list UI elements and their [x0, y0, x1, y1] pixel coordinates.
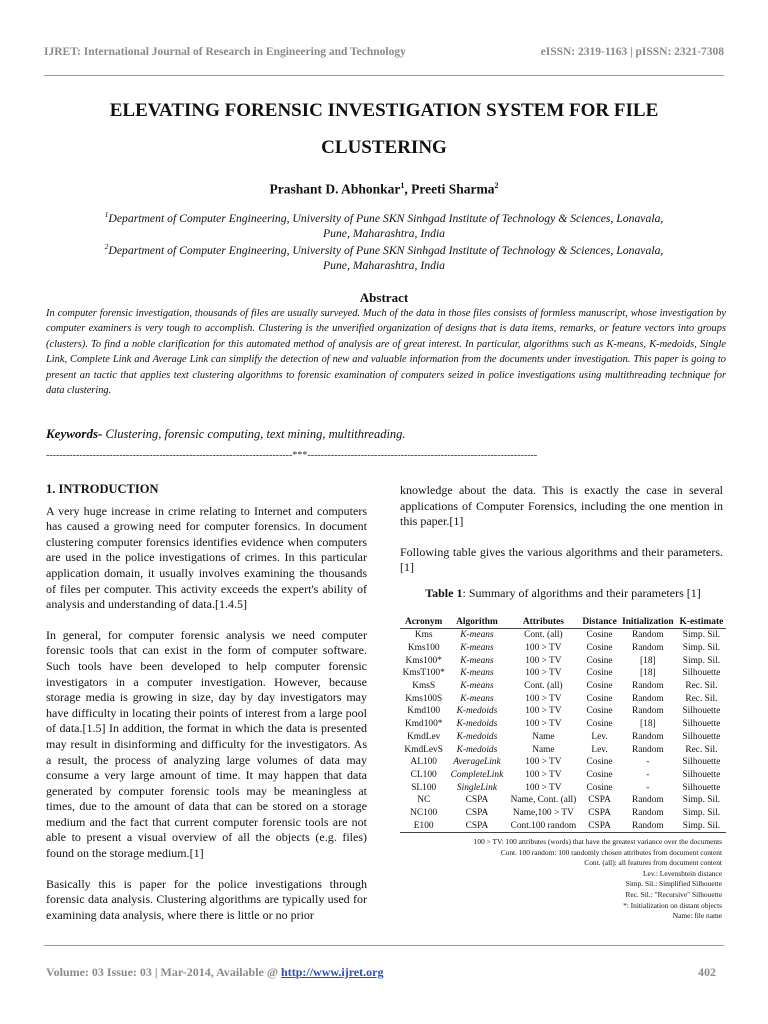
table-row — [400, 705, 726, 718]
table-cell: Name,100 > TV — [512, 807, 574, 818]
table-note: 100 > TV: 100 attributes (words) that have the greatest variance over the documents — [473, 837, 722, 846]
table-cell: Silhouette — [682, 769, 721, 780]
title-line-1: ELEVATING FORENSIC INVESTIGATION SYSTEM FOR FILE — [109, 100, 659, 121]
page-number: 402 — [698, 965, 716, 979]
table-note: Cont. 100 random: 100 randomly chosen attributes from document content — [500, 847, 722, 857]
table-cell: Silhouette — [682, 706, 721, 717]
affiliation-1 — [40, 207, 728, 241]
table-cell: Kms — [414, 630, 433, 641]
table-cell: K-medoids — [456, 719, 498, 730]
table-cell: 100 > TV — [525, 668, 562, 679]
table-cell: K-medoids — [456, 706, 498, 717]
table-cell: CSPA — [588, 807, 611, 818]
table-cell: Lev. — [591, 731, 608, 742]
table-cell: K-means — [460, 643, 494, 654]
table-cell: - — [646, 757, 650, 768]
table-cell: Name, Cont. (all) — [510, 795, 577, 806]
table-cell: Simp. Sil. — [677, 819, 726, 832]
table-caption-text: : Summary of algorithms and their parameters [1] — [462, 586, 701, 600]
author-1-sup: 1 — [400, 181, 405, 190]
table-cell: 100 > TV — [525, 706, 562, 717]
table-cell: K-means — [460, 655, 494, 666]
table-cell: Simp. Sil. — [682, 655, 721, 666]
table-cell: Random — [631, 807, 664, 818]
table-cell: CSPA — [465, 795, 489, 806]
author-2: Preeti Sharma — [411, 181, 495, 197]
table-cell: Simp. Sil. — [682, 795, 721, 806]
table-cell: - — [646, 769, 650, 780]
table-cell: [18] — [640, 668, 656, 679]
footer-link[interactable]: http://www.ijret.org — [281, 965, 384, 979]
author-separator: , — [404, 181, 412, 197]
table-cell: KmsS — [412, 681, 436, 692]
table-cell: Rec. Sil. — [685, 744, 718, 755]
table-cell: 100 > TV — [525, 655, 562, 666]
table-header-cell: Algorithm — [447, 616, 506, 629]
table-cell: Cosine — [586, 668, 613, 679]
table-cell: 100 > TV — [525, 719, 562, 730]
table-cell: Cosine — [586, 769, 613, 780]
table-row — [400, 781, 726, 794]
table-header-cell: Initialization — [619, 616, 677, 629]
intro-paragraph-1: A very huge increase in crime relating to Internet and computers has caused a growing need for computer forensics. In document clustering computer forensics identifies evidence when computers are used in the police investigations of crimes. In this particular application domain, it usually involves examining the thousands of files per computer. This activity exceeds the expert's ability of analysis and understanding of data.[1.4.5] — [46, 503, 367, 612]
table-cell: Random — [631, 643, 664, 654]
table-cell: Silhouette — [682, 668, 721, 679]
table-cell: 100 > TV — [525, 769, 562, 780]
header-rule — [44, 75, 724, 76]
table-cell: - — [646, 782, 650, 793]
table-cell: KmdLevS — [404, 744, 443, 755]
table-cell: CSPA — [580, 819, 619, 832]
right-paragraph-1: knowledge about the data. This is exactly the case in several applications of Computer Forensics, including the one mention in this paper.[1] — [400, 483, 723, 529]
table-note: Rec. Sil.: "Recursive" Silhouette — [625, 889, 722, 899]
table-cell: Random — [631, 681, 664, 692]
keywords-label: Keywords- — [46, 426, 103, 441]
table-cell: Silhouette — [682, 782, 721, 793]
table-cell: Rec. Sil. — [685, 681, 718, 692]
table-cell: SingleLink — [456, 782, 498, 793]
table-cell: 100 > TV — [525, 693, 562, 704]
table-cell: Kmd100 — [407, 706, 441, 717]
table-cell: Random — [619, 819, 677, 832]
table-row — [400, 756, 726, 769]
right-column — [400, 483, 723, 576]
table-cell: Silhouette — [682, 731, 721, 742]
table-caption — [400, 586, 726, 601]
table-header-row — [400, 616, 726, 629]
affiliation-1-line-2: Pune, Maharashtra, India — [322, 226, 446, 240]
table-row — [400, 680, 726, 693]
table-row — [400, 718, 726, 731]
affiliation-2-sup: 2 — [104, 242, 109, 251]
table-cell: Cosine — [586, 643, 613, 654]
intro-paragraph-2: In general, for computer forensic analysis we need computer forensic tools that can exist in the form of computer software. Such tools have been developed to help computer forensic investigators in a computer investigation. However, because storage media is growing in size, day by day investigators may have difficulty in locating their points of interest from a large pool of data.[1.5] In addition, the format in which the data is presented may result in disinforming and difficulty for the investigators. As a result, the process of analyzing large volumes of data may consume a very large amount of time. It may happen that data generated by computer forensic tools may be meaningless at times, due to the amount of data that can be stored on a storage medium and the fact that current computer forensic tools are not able to present a visual overview of all the objects (e.g. files) found on the storage medium.[1] — [46, 627, 367, 861]
table-cell: Random — [631, 731, 664, 742]
table-cell: Cont.100 random — [507, 819, 581, 832]
table-cell: Random — [631, 693, 664, 704]
keywords-line — [46, 426, 406, 442]
table-row — [400, 769, 726, 782]
table-cell: SL100 — [411, 782, 437, 793]
table-cell: Simp. Sil. — [682, 630, 721, 641]
abstract-text: In computer forensic investigation, thousands of files are usually surveyed. Much of the data in those files consists of formless manuscript, whose investigation by computer examiners is very tough to accomplish. Clustering is the unverified organization of designs that is data items, remarks, or feature vectors into groups (clusters). To find a noble clarification for this automated method of analysis are of great interest. In particular, algorithms such as K-means, K-medoids, Single Link, Complete Link and Average Link can simplify the detection of new and valuable information from the documents under investigation. This paper is going to present an tactic that applies text clustering algorithms to forensic examination of computers seized in police investigations using multithreading technique for data clustering. — [46, 308, 726, 397]
table-notes — [400, 837, 722, 922]
abstract-heading: Abstract — [359, 290, 409, 305]
table-cell: Lev. — [591, 744, 608, 755]
right-paragraph-2: Following table gives the various algorithms and their parameters. [1] — [400, 544, 723, 575]
table-row — [400, 807, 726, 820]
table-cell: Cosine — [586, 706, 613, 717]
table-cell: Cosine — [586, 757, 613, 768]
table-cell: Rec. Sil. — [685, 693, 718, 704]
table-row — [400, 692, 726, 705]
table-cell: KmsT100* — [402, 668, 445, 679]
table-cell: Kms100 — [407, 643, 440, 654]
affiliation-2-line-1: Department of Computer Engineering, University of Pune SKN Sinhgad Institute of Technology & Sciences, Lonavala, — [108, 243, 664, 257]
table-cell: Kms100S — [405, 693, 443, 704]
table-caption-label: Table 1 — [425, 586, 463, 600]
footer-rule — [44, 945, 724, 946]
table-cell: K-means — [460, 630, 494, 641]
table-cell: Cosine — [586, 655, 613, 666]
table-cell: Name — [532, 744, 555, 755]
table-header-cell: Acronym — [400, 616, 447, 629]
table-header-cell: Attributes — [507, 616, 581, 629]
table-header-cell: Distance — [580, 616, 619, 629]
table-cell: Name — [532, 731, 555, 742]
table-cell: Simp. Sil. — [682, 643, 721, 654]
table-cell: Cosine — [586, 630, 613, 641]
table-cell: K-medoids — [456, 731, 498, 742]
table-note: Simp. Sil.: Simplified Silhouette — [625, 879, 722, 889]
intro-paragraph-3: Basically this is paper for the police investigations through forensic data analysis. Clustering algorithms are typically used for examining data analysis, where there is little or no prior — [46, 876, 367, 922]
table-cell: 100 > TV — [525, 782, 562, 793]
table-cell: Kms100* — [405, 655, 442, 666]
table-note: *: Initialization on distant objects — [623, 900, 722, 910]
table-cell: Cosine — [586, 719, 613, 730]
table-cell: Random — [631, 630, 664, 641]
section-heading-introduction: 1. INTRODUCTION — [46, 482, 159, 496]
table-cell: Kmd100* — [404, 719, 443, 730]
table-row — [400, 667, 726, 680]
paper-title — [60, 92, 708, 166]
table-cell: CL100 — [410, 769, 437, 780]
journal-name: IJRET: International Journal of Research in Engineering and Technology — [44, 46, 406, 58]
left-column — [46, 482, 367, 923]
table-cell: Cosine — [586, 782, 613, 793]
table-cell: K-means — [460, 681, 494, 692]
affiliation-1-line-1: Department of Computer Engineering, University of Pune SKN Sinhgad Institute of Technology & Sciences, Lonavala, — [108, 211, 664, 225]
table-row — [400, 819, 726, 832]
table-cell: Random — [631, 706, 664, 717]
table-cell: NC100 — [410, 807, 438, 818]
table-cell: AL100 — [410, 757, 437, 768]
affiliation-2 — [40, 239, 728, 273]
table-cell: Cont. (all) — [524, 630, 563, 641]
affiliation-2-line-2: Pune, Maharashtra, India — [322, 258, 446, 272]
table-cell: CSPA — [465, 807, 489, 818]
table-cell: Cont. (all) — [524, 681, 563, 692]
table-note: Cont. (all): all features from document content — [584, 858, 722, 868]
table-row — [400, 629, 726, 642]
table-cell: 100 > TV — [525, 757, 562, 768]
table-cell: CSPA — [447, 819, 506, 832]
table-cell: Cosine — [586, 681, 613, 692]
footer-volume: Volume: 03 Issue: 03 | Mar-2014, Available @ — [46, 965, 282, 979]
table-cell: 100 > TV — [525, 643, 562, 654]
table-header-cell: K-estimate — [677, 616, 726, 629]
table-cell: Silhouette — [682, 757, 721, 768]
table-cell: Simp. Sil. — [682, 807, 721, 818]
table-row — [400, 654, 726, 667]
algorithms-table — [400, 616, 726, 833]
table-cell: CSPA — [588, 795, 611, 806]
table-row — [400, 731, 726, 744]
table-cell: K-means — [460, 668, 494, 679]
table-cell: Random — [631, 744, 664, 755]
table-cell: K-medoids — [456, 744, 498, 755]
table-row — [400, 794, 726, 807]
affiliation-1-sup: 1 — [104, 210, 109, 219]
table-cell: Cosine — [586, 693, 613, 704]
table-cell: Random — [631, 795, 664, 806]
section-separator: --------------------------------------------------------------------------***--------------------------------------------------------------------- — [46, 450, 538, 461]
table-row — [400, 642, 726, 655]
running-footer — [46, 965, 716, 980]
table-cell: KmdLev — [407, 731, 441, 742]
title-line-2: CLUSTERING — [321, 137, 447, 158]
table-cell: Silhouette — [682, 719, 721, 730]
keywords-text: Clustering, forensic computing, text mining, multithreading. — [102, 427, 406, 441]
author-1: Prashant D. Abhonkar — [269, 181, 401, 197]
table-cell: CompleteLink — [450, 769, 504, 780]
issn-text: eISSN: 2319-1163 | pISSN: 2321-7308 — [540, 46, 724, 58]
author-line — [60, 181, 708, 198]
table-row — [400, 743, 726, 756]
table-cell: NC — [417, 795, 431, 806]
table-cell: AverageLink — [453, 757, 501, 768]
table-cell: E100 — [400, 819, 447, 832]
table-note: Lev.: Levenshtein distance — [643, 868, 722, 878]
table-cell: K-means — [460, 693, 494, 704]
table-cell: [18] — [640, 655, 656, 666]
table-cell: [18] — [640, 719, 656, 730]
table-note: Name: file name — [672, 911, 722, 921]
author-2-sup: 2 — [494, 181, 499, 190]
